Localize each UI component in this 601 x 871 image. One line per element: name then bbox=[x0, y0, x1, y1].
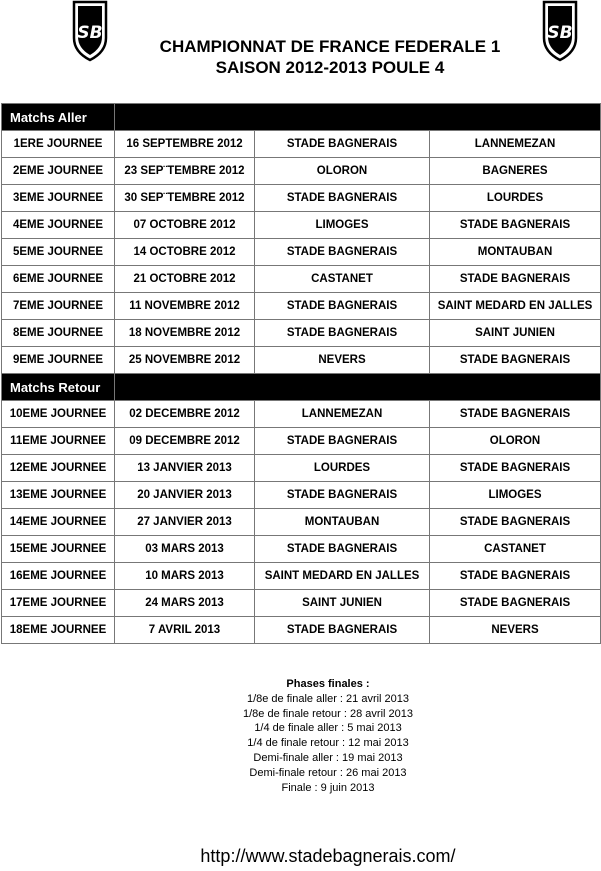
section-fill bbox=[115, 104, 601, 131]
cell-home: STADE BAGNERAIS bbox=[255, 482, 430, 509]
table-row bbox=[2, 239, 601, 266]
cell-journee: 4EME JOURNEE bbox=[2, 212, 115, 239]
cell-away: NEVERS bbox=[430, 617, 601, 644]
table-row bbox=[2, 347, 601, 374]
section-label: Matchs Retour bbox=[2, 374, 115, 401]
cell-away: STADE BAGNERAIS bbox=[430, 401, 601, 428]
cell-home: SAINT JUNIEN bbox=[255, 590, 430, 617]
finals-item: 1/8e de finale retour : 28 avril 2013 bbox=[242, 707, 413, 720]
cell-home: LIMOGES bbox=[255, 212, 430, 239]
cell-date: 02 DECEMBRE 2012 bbox=[115, 401, 255, 428]
table-row bbox=[2, 158, 601, 185]
table-row bbox=[2, 590, 601, 617]
cell-journee: 13EME JOURNEE bbox=[2, 482, 115, 509]
cell-away: SAINT MEDARD EN JALLES bbox=[430, 293, 601, 320]
cell-date: 09 DECEMBRE 2012 bbox=[115, 428, 255, 455]
cell-date: 25 NOVEMBRE 2012 bbox=[115, 347, 255, 374]
cell-journee: 10EME JOURNEE bbox=[2, 401, 115, 428]
finals-item: Demi-finale retour : 26 mai 2013 bbox=[249, 766, 407, 779]
table-row bbox=[2, 617, 601, 644]
cell-home: SAINT MEDARD EN JALLES bbox=[255, 563, 430, 590]
cell-date: 03 MARS 2013 bbox=[115, 536, 255, 563]
cell-home: STADE BAGNERAIS bbox=[255, 131, 430, 158]
cell-home: STADE BAGNERAIS bbox=[255, 185, 430, 212]
finals-item: 1/4 de finale aller : 5 mai 2013 bbox=[254, 722, 402, 735]
table-row bbox=[2, 455, 601, 482]
cell-date: 24 MARS 2013 bbox=[115, 590, 255, 617]
cell-journee: 6EME JOURNEE bbox=[2, 266, 115, 293]
cell-journee: 15EME JOURNEE bbox=[2, 536, 115, 563]
finals-item: 1/8e de finale aller : 21 avril 2013 bbox=[246, 692, 410, 705]
cell-away: STADE BAGNERAIS bbox=[430, 347, 601, 374]
cell-away: STADE BAGNERAIS bbox=[430, 455, 601, 482]
svg-text:SB: SB bbox=[547, 23, 573, 43]
cell-date: 23 SEP¨TEMBRE 2012 bbox=[115, 158, 255, 185]
cell-date: 7 AVRIL 2013 bbox=[115, 617, 255, 644]
cell-away: STADE BAGNERAIS bbox=[430, 563, 601, 590]
table-row bbox=[2, 401, 601, 428]
cell-date: 21 OCTOBRE 2012 bbox=[115, 266, 255, 293]
cell-journee: 7EME JOURNEE bbox=[2, 293, 115, 320]
cell-home: STADE BAGNERAIS bbox=[255, 428, 430, 455]
cell-away: LIMOGES bbox=[430, 482, 601, 509]
cell-away: LANNEMEZAN bbox=[430, 131, 601, 158]
cell-journee: 17EME JOURNEE bbox=[2, 590, 115, 617]
cell-away: MONTAUBAN bbox=[430, 239, 601, 266]
cell-date: 18 NOVEMBRE 2012 bbox=[115, 320, 255, 347]
section-fill bbox=[115, 374, 601, 401]
cell-date: 13 JANVIER 2013 bbox=[115, 455, 255, 482]
table-row bbox=[2, 185, 601, 212]
cell-journee: 18EME JOURNEE bbox=[2, 617, 115, 644]
cell-away: STADE BAGNERAIS bbox=[430, 590, 601, 617]
cell-journee: 14EME JOURNEE bbox=[2, 509, 115, 536]
cell-home: CASTANET bbox=[255, 266, 430, 293]
section-header-aller bbox=[2, 104, 601, 131]
cell-away: BAGNERES bbox=[430, 158, 601, 185]
cell-date: 10 MARS 2013 bbox=[115, 563, 255, 590]
cell-date: 14 OCTOBRE 2012 bbox=[115, 239, 255, 266]
table-row bbox=[2, 212, 601, 239]
cell-journee: 12EME JOURNEE bbox=[2, 455, 115, 482]
cell-journee: 9EME JOURNEE bbox=[2, 347, 115, 374]
page-subtitle: SAISON 2012-2013 POULE 4 bbox=[215, 58, 445, 77]
cell-home: NEVERS bbox=[255, 347, 430, 374]
cell-away: CASTANET bbox=[430, 536, 601, 563]
cell-home: STADE BAGNERAIS bbox=[255, 617, 430, 644]
cell-away: LOURDES bbox=[430, 185, 601, 212]
finals-item: Demi-finale aller : 19 mai 2013 bbox=[253, 751, 403, 764]
cell-date: 30 SEP¨TEMBRE 2012 bbox=[115, 185, 255, 212]
table-row bbox=[2, 536, 601, 563]
cell-date: 11 NOVEMBRE 2012 bbox=[115, 293, 255, 320]
schedule-table bbox=[1, 103, 601, 644]
table-row bbox=[2, 131, 601, 158]
cell-journee: 8EME JOURNEE bbox=[2, 320, 115, 347]
cell-date: 20 JANVIER 2013 bbox=[115, 482, 255, 509]
cell-date: 16 SEPTEMBRE 2012 bbox=[115, 131, 255, 158]
cell-home: OLORON bbox=[255, 158, 430, 185]
table-row bbox=[2, 293, 601, 320]
cell-away: SAINT JUNIEN bbox=[430, 320, 601, 347]
finals-title: Phases finales : bbox=[286, 678, 370, 690]
cell-away: OLORON bbox=[430, 428, 601, 455]
cell-home: STADE BAGNERAIS bbox=[255, 320, 430, 347]
section-header-retour bbox=[2, 374, 601, 401]
cell-home: STADE BAGNERAIS bbox=[255, 239, 430, 266]
cell-date: 27 JANVIER 2013 bbox=[115, 509, 255, 536]
cell-home: LANNEMEZAN bbox=[255, 401, 430, 428]
cell-away: STADE BAGNERAIS bbox=[430, 266, 601, 293]
table-row bbox=[2, 563, 601, 590]
page-title: CHAMPIONNAT DE FRANCE FEDERALE 1 bbox=[159, 37, 501, 56]
finals-item: 1/4 de finale retour : 12 mai 2013 bbox=[247, 737, 409, 750]
cell-home: MONTAUBAN bbox=[255, 509, 430, 536]
cell-journee: 2EME JOURNEE bbox=[2, 158, 115, 185]
table-row bbox=[2, 428, 601, 455]
finals-item: Finale : 9 juin 2013 bbox=[281, 781, 375, 794]
cell-home: STADE BAGNERAIS bbox=[255, 293, 430, 320]
website-url[interactable]: http://www.stadebagnerais.com/ bbox=[200, 846, 456, 866]
cell-date: 07 OCTOBRE 2012 bbox=[115, 212, 255, 239]
cell-journee: 16EME JOURNEE bbox=[2, 563, 115, 590]
cell-home: STADE BAGNERAIS bbox=[255, 536, 430, 563]
cell-journee: 3EME JOURNEE bbox=[2, 185, 115, 212]
cell-away: STADE BAGNERAIS bbox=[430, 509, 601, 536]
cell-journee: 11EME JOURNEE bbox=[2, 428, 115, 455]
table-row bbox=[2, 482, 601, 509]
svg-text:SB: SB bbox=[77, 23, 103, 43]
table-row bbox=[2, 509, 601, 536]
section-label: Matchs Aller bbox=[2, 104, 115, 131]
table-row bbox=[2, 266, 601, 293]
cell-home: LOURDES bbox=[255, 455, 430, 482]
table-row bbox=[2, 320, 601, 347]
cell-away: STADE BAGNERAIS bbox=[430, 212, 601, 239]
cell-journee: 5EME JOURNEE bbox=[2, 239, 115, 266]
cell-journee: 1ERE JOURNEE bbox=[2, 131, 115, 158]
finals-section bbox=[175, 677, 481, 795]
